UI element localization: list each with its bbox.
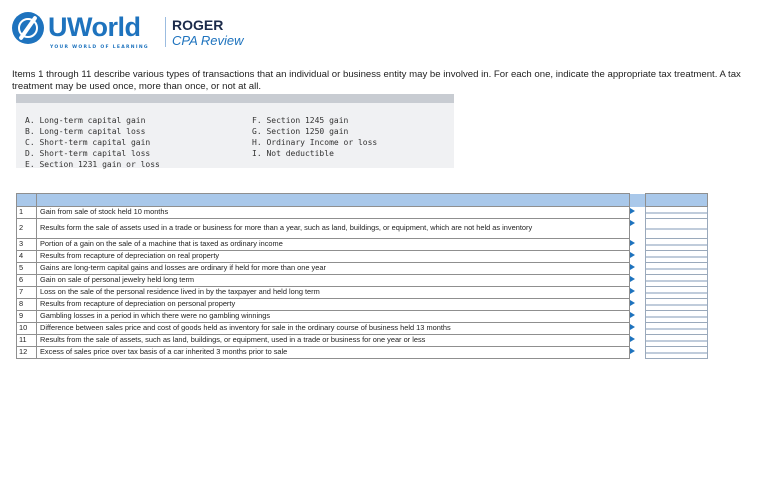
table-row (17, 323, 708, 335)
header-cell-spacer (630, 194, 646, 207)
answer-select-box[interactable] (646, 340, 707, 342)
caret-right-icon[interactable] (630, 300, 635, 306)
table-row (17, 347, 708, 359)
header-cell-desc (37, 194, 630, 207)
item-number: 9 (17, 311, 37, 323)
answer-options-box (16, 94, 454, 168)
dropdown-arrow-cell[interactable] (630, 219, 646, 239)
header-cell-answer (646, 194, 708, 207)
answer-dropdown[interactable] (646, 219, 708, 239)
dropdown-arrow-cell[interactable] (630, 239, 646, 251)
logo-tagline: YOUR WORLD OF LEARNING (50, 45, 149, 50)
item-description: Results from recapture of depreciation on personal property (37, 299, 630, 311)
dropdown-arrow-cell[interactable] (630, 287, 646, 299)
dropdown-arrow-cell[interactable] (630, 323, 646, 335)
table-row (17, 263, 708, 275)
item-description: Results from the sale of assets, such as land, buildings, or equipment, used in a trade or business for one year or less (37, 335, 630, 347)
item-description: Gains are long-term capital gains and losses are ordinary if held for more than one year (37, 263, 630, 275)
answer-dropdown[interactable] (646, 287, 708, 299)
item-description: Gain from sale of stock held 10 months (37, 207, 630, 219)
dropdown-arrow-cell[interactable] (630, 275, 646, 287)
caret-right-icon[interactable] (630, 336, 635, 342)
header-cell-num (17, 194, 37, 207)
caret-right-icon[interactable] (630, 252, 635, 258)
logo-roger: ROGER (172, 17, 224, 33)
answer-dropdown[interactable] (646, 311, 708, 323)
answer-select-box[interactable] (646, 292, 707, 294)
caret-right-icon[interactable] (630, 312, 635, 318)
option-c: C. Short-term capital gain (25, 138, 151, 147)
table-row (17, 311, 708, 323)
item-description: Results from recapture of depreciation on real property (37, 251, 630, 263)
table-row (17, 335, 708, 347)
answer-select-box[interactable] (646, 280, 707, 282)
table-header-row (17, 194, 708, 207)
table-row (17, 287, 708, 299)
dropdown-arrow-cell[interactable] (630, 299, 646, 311)
uworld-roger-logo (12, 8, 252, 52)
answer-table (16, 193, 708, 359)
answer-dropdown[interactable] (646, 299, 708, 311)
option-d: D. Short-term capital loss (25, 149, 151, 158)
option-a: A. Long-term capital gain (25, 116, 146, 125)
item-number: 10 (17, 323, 37, 335)
dropdown-arrow-cell[interactable] (630, 251, 646, 263)
answer-dropdown[interactable] (646, 263, 708, 275)
item-number: 3 (17, 239, 37, 251)
answer-dropdown[interactable] (646, 251, 708, 263)
item-number: 5 (17, 263, 37, 275)
item-number: 8 (17, 299, 37, 311)
table-row (17, 251, 708, 263)
logo-brand: UWorld (48, 12, 141, 42)
question-instructions: Items 1 through 11 describe various types of transactions that an individual or business entity may be involved in. For each one, indicate the appropriate tax treatment. A tax treatment may be used once, more than once, or not at all. (12, 69, 741, 92)
item-description: Loss on the sale of the personal residence lived in by the taxpayer and held long term (37, 287, 630, 299)
answer-dropdown[interactable] (646, 335, 708, 347)
caret-right-icon[interactable] (630, 264, 635, 270)
caret-right-icon[interactable] (630, 208, 635, 214)
option-b: B. Long-term capital loss (25, 127, 146, 136)
option-e: E. Section 1231 gain or loss (25, 160, 160, 169)
caret-right-icon[interactable] (630, 240, 635, 246)
options-column-right (252, 115, 377, 159)
options-column-left (25, 115, 160, 170)
item-description: Gain on sale of personal jewelry held long term (37, 275, 630, 287)
table-row (17, 275, 708, 287)
item-number: 4 (17, 251, 37, 263)
item-description: Results form the sale of assets used in a trade or business for more than a year, such as land, buildings, or equipment, which are not held as inventory (37, 219, 630, 239)
dropdown-arrow-cell[interactable] (630, 335, 646, 347)
dropdown-arrow-cell[interactable] (630, 263, 646, 275)
option-f: F. Section 1245 gain (252, 116, 349, 125)
answer-select-box[interactable] (646, 328, 707, 330)
answer-select-box[interactable] (646, 212, 707, 214)
answer-dropdown[interactable] (646, 207, 708, 219)
dropdown-arrow-cell[interactable] (630, 311, 646, 323)
answer-select-box[interactable] (646, 268, 707, 270)
table-row (17, 219, 708, 239)
logo-divider (165, 17, 166, 47)
answer-dropdown[interactable] (646, 347, 708, 359)
answer-dropdown[interactable] (646, 239, 708, 251)
option-i: I. Not deductible (252, 149, 334, 158)
table-row (17, 239, 708, 251)
logo-cpa-review: CPA Review (172, 33, 244, 48)
item-number: 11 (17, 335, 37, 347)
answer-select-box[interactable] (646, 228, 707, 230)
answer-dropdown[interactable] (646, 323, 708, 335)
item-number: 6 (17, 275, 37, 287)
table-row (17, 299, 708, 311)
item-number: 12 (17, 347, 37, 359)
item-number: 2 (17, 219, 37, 239)
item-description: Portion of a gain on the sale of a machine that is taxed as ordinary income (37, 239, 630, 251)
caret-right-icon[interactable] (630, 276, 635, 282)
item-description: Difference between sales price and cost of goods held as inventory for sale in the ordinary course of business held 13 months (37, 323, 630, 335)
item-description: Excess of sales price over tax basis of a car inherited 3 months prior to sale (37, 347, 630, 359)
item-number: 7 (17, 287, 37, 299)
answer-select-box[interactable] (646, 244, 707, 246)
uworld-globe-icon (12, 12, 44, 44)
answer-select-box[interactable] (646, 256, 707, 258)
item-description: Gambling losses in a period in which there were no gambling winnings (37, 311, 630, 323)
answer-select-box[interactable] (646, 352, 707, 354)
answer-dropdown[interactable] (646, 275, 708, 287)
option-g: G. Section 1250 gain (252, 127, 349, 136)
caret-right-icon[interactable] (630, 220, 635, 226)
option-h: H. Ordinary Income or loss (252, 138, 378, 147)
answer-select-box[interactable] (646, 304, 707, 306)
answer-select-box[interactable] (646, 316, 707, 318)
dropdown-arrow-cell[interactable] (630, 207, 646, 219)
caret-right-icon[interactable] (630, 288, 635, 294)
caret-right-icon[interactable] (630, 324, 635, 330)
item-number: 1 (17, 207, 37, 219)
caret-right-icon[interactable] (630, 348, 635, 354)
table-row (17, 207, 708, 219)
dropdown-arrow-cell[interactable] (630, 347, 646, 359)
